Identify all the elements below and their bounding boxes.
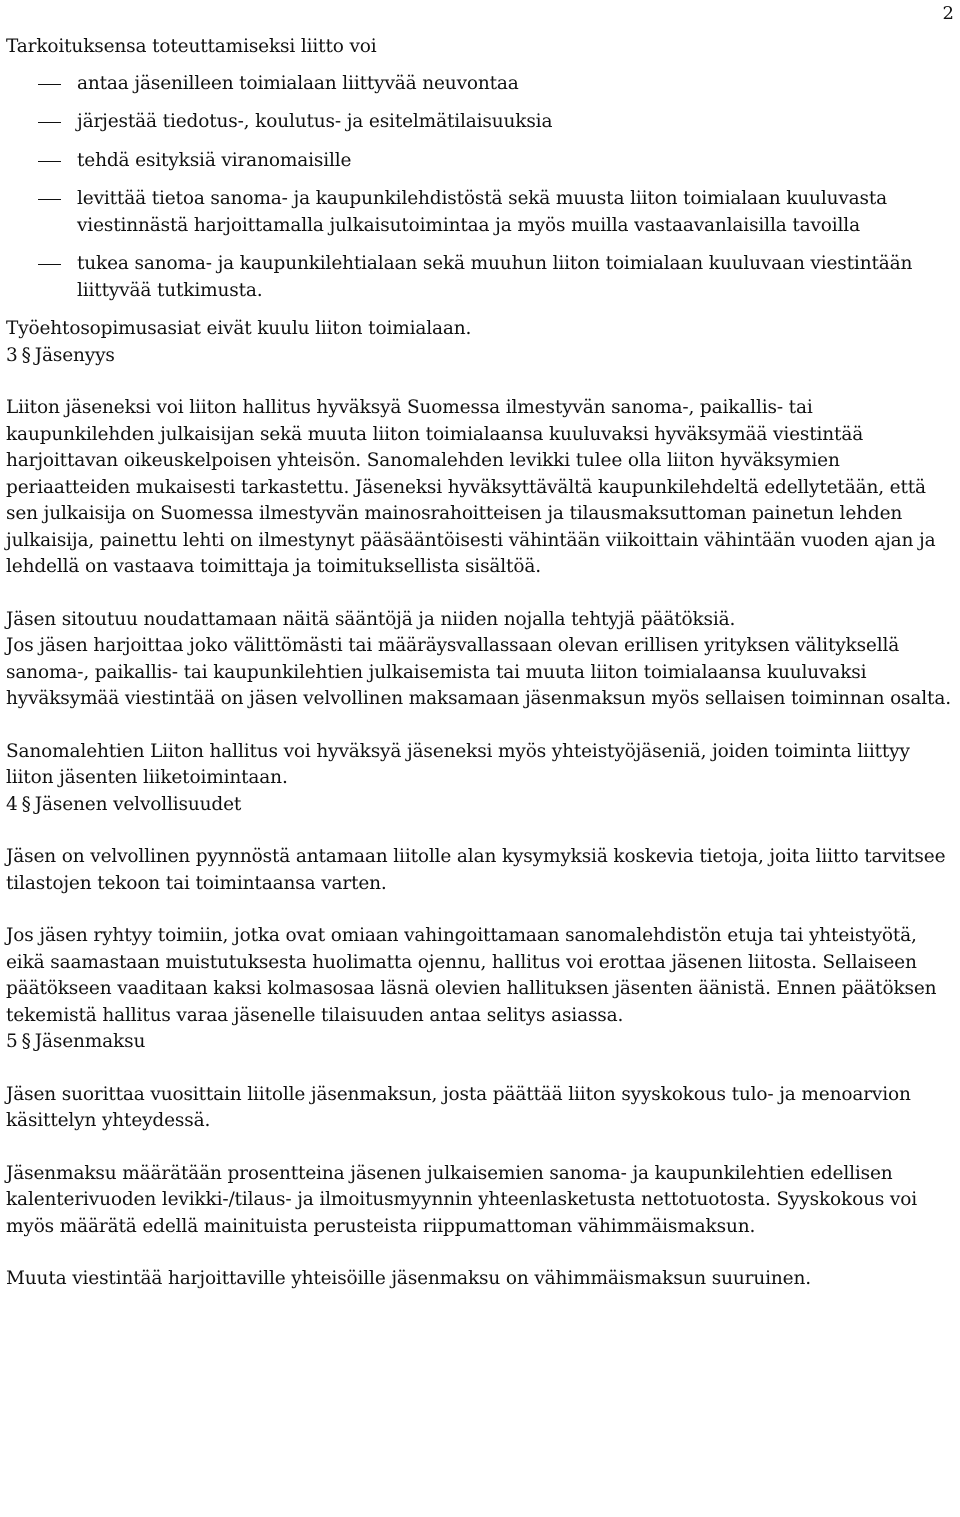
paragraph: Jos jäsen ryhtyy toimiin, jotka ovat omiaan vahingoittamaan sanomalehdistön etuja tai yhteistyötä, eikä saamastaan muistutuksesta huolimatta ojennu, hallitus voi erottaa jäsenen liitosta. Sellaiseen päätökseen vaaditaan kaksi kolmasosaa läsnä olevien hallituksen jäsenten äänistä. Ennen päätöksen tekemistä hallitus varaa jäsenelle tilaisuuden antaa selitys asiassa.: [6, 925, 937, 1026]
purpose-list: [6, 71, 956, 305]
section-sign: §: [21, 344, 31, 366]
section-sign: §: [21, 1031, 31, 1052]
dash-bullet-icon: [38, 199, 61, 200]
section-heading-5: [6, 1029, 956, 1056]
intro-paragraph: Tarkoituksensa toteuttamiseksi liitto voi: [6, 36, 377, 57]
dash-bullet-icon: [38, 84, 61, 85]
section-number: 4: [6, 793, 18, 815]
section-heading-3: [6, 343, 956, 370]
list-item: [6, 251, 956, 304]
section-heading-4: [6, 792, 956, 819]
paragraph: Jäsen on velvollinen pyynnöstä antamaan liitolle alan kysymyksiä koskevia tietoja, joita liitto tarvitsee tilastojen tekoon tai toimintaansa varten.: [6, 846, 946, 894]
list-item: [6, 71, 956, 98]
section-title: Jäsenyys: [34, 344, 115, 366]
list-item-text: levittää tietoa sanoma- ja kaupunkilehdistöstä sekä muusta liiton toimialaan kuuluvasta viestinnästä harjoittamalla julkaisutoimintaa ja myös muilla vastaavanlaisilla tavoilla: [77, 188, 888, 236]
paragraph: Liiton jäseneksi voi liiton hallitus hyväksyä Suomessa ilmestyvän sanoma-, paikallis- tai kaupunkilehden julkaisijan sekä muuta liiton toimialaansa kuuluvaksi hyväksymää viestintää harjoittavan oikeuskelpoisen yhteisön. Sanomalehden levikki tulee olla liiton hyväksymien periaatteiden mukaisesti tarkastettu. Jäseneksi hyväksyttävältä kaupunkilehdeltä edellytetään, että sen julkaisija on Suomessa ilmestyvän mainosrahoitteisen ja tilausmaksuttoman painetun lehden julkaisija, painettu lehti on ilmestynyt pääsääntöisesti vähintään viikoittain vähintään vuoden ajan ja lehdellä on vastaava toimittaja ja toimituksellista sisältöä.: [6, 397, 936, 577]
paragraph: Jos jäsen harjoittaa joko välittömästi tai määräysvallassaan olevan erillisen yrityksen välityksellä sanoma-, paikallis- tai kaupunkilehtien julkaisemista tai muuta liiton toimialaansa kuuluvaksi hyväksymää viestintää on jäsen velvollinen maksamaan jäsenmaksun myös sellaisen toiminnan osalta.: [6, 635, 951, 709]
list-item-text: tehdä esityksiä viranomaisille: [77, 149, 352, 171]
dash-bullet-icon: [38, 264, 61, 265]
dash-bullet-icon: [38, 122, 61, 123]
paragraph: Sanomalehtien Liiton hallitus voi hyväksyä jäseneksi myös yhteistyöjäseniä, joiden toiminta liittyy liiton jäsenten liiketoimintaan.: [6, 740, 910, 788]
scope-note: Työehtosopimusasiat eivät kuulu liiton toimialaan.: [6, 318, 472, 339]
section-number: 3: [6, 344, 18, 366]
section-sign: §: [21, 793, 31, 815]
paragraph: Muuta viestintää harjoittaville yhteisöille jäsenmaksu on vähimmäismaksun suuruinen.: [6, 1268, 811, 1289]
list-item-text: järjestää tiedotus-, koulutus- ja esitelmätilaisuuksia: [77, 111, 553, 132]
paragraph: Jäsen sitoutuu noudattamaan näitä sääntöjä ja niiden nojalla tehtyjä päätöksiä.: [6, 608, 736, 630]
paragraph: Jäsen suorittaa vuosittain liitolle jäsenmaksun, josta päättää liiton syyskokous tulo- ja menoarvion käsittelyn yhteydessä.: [6, 1083, 911, 1131]
dash-bullet-icon: [38, 161, 61, 162]
list-item-text: antaa jäsenilleen toimialaan liittyvää neuvontaa: [77, 72, 519, 94]
section-title: Jäsenmaksu: [34, 1031, 146, 1052]
paragraph: Jäsenmaksu määrätään prosentteina jäsenen julkaisemien sanoma- ja kaupunkilehtien edellisen kalenterivuoden levikki-/tilaus- ja ilmoitusmyynnin yhteenlasketusta nettotuotosta. Syyskokous voi myös määrätä edellä mainituista perusteista riippumattoman vähimmäismaksun.: [6, 1162, 917, 1237]
document-page: [6, 34, 956, 1293]
list-item: [6, 148, 956, 175]
section-title: Jäsenen velvollisuudet: [34, 793, 242, 815]
section-number: 5: [6, 1031, 18, 1052]
list-item: [6, 186, 956, 239]
list-item: [6, 109, 956, 136]
list-item-text: tukea sanoma- ja kaupunkilehtialaan sekä muuhun liiton toimialaan kuuluvaan viestintään liittyvää tutkimusta.: [77, 253, 913, 301]
page-number: 2: [942, 3, 954, 24]
